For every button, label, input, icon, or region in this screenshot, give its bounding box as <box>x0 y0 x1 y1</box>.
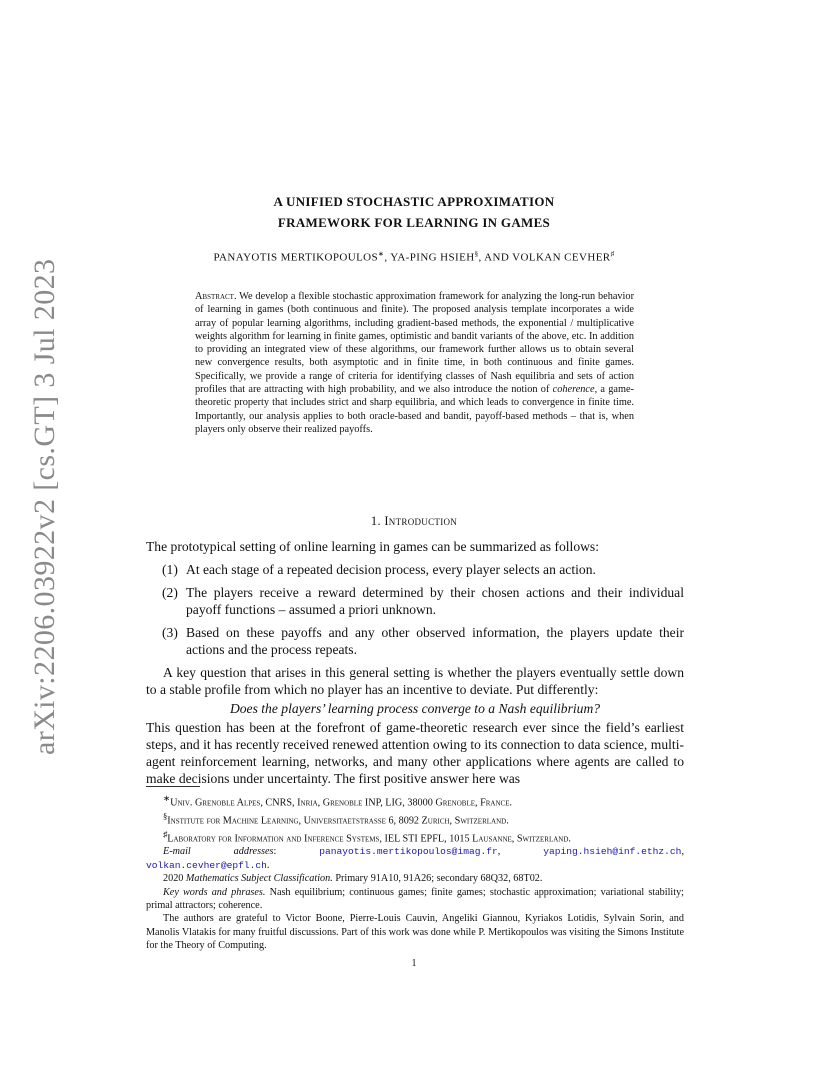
introduction-body <box>146 538 684 787</box>
research-question: Does the players’ learning process converge to a Nash equilibrium? <box>229 701 601 716</box>
list-item-text: Based on these payoffs and any other observed information, the players update their actions and the process repeats. <box>186 625 684 657</box>
affiliation-footnote <box>146 792 684 810</box>
affiliation-footnote <box>146 810 684 828</box>
keywords-footnote <box>146 886 684 913</box>
affiliation-mark: § <box>163 810 168 821</box>
acknowledgment-footnote: The authors are grateful to Victor Boone, Pierre-Louis Cauvin, Angeliki Giannou, Kyriakos Lotidis, Sylvain Sorin, and Manolis Vlatakis for many fruitful discussions. Part of this work was done while P. Mertikopoulos was visiting the Simons Institute for the Theory of Computing. <box>146 913 684 952</box>
msc-label: Mathematics Subject Classification. <box>185 873 333 885</box>
affiliation-mark: § <box>474 250 479 258</box>
title-line-1: A UNIFIED STOCHASTIC APPROXIMATION <box>273 194 555 209</box>
abstract-label: Abstract. <box>195 291 237 302</box>
section-title: Introduction <box>384 514 458 528</box>
abstract-emphasis: coherence <box>552 384 595 396</box>
list-item-text: The players receive a reward determined by their chosen actions and their individual payoff functions – assumed a priori unknown. <box>186 585 684 617</box>
author-name: YA-PING HSIEH <box>390 251 475 264</box>
abstract-text: We develop a flexible stochastic approximation framework for analyzing the long-run behavior of learning in games (both continuous and finite). The proposed analysis template incorporates a wide array of popular learning algorithms, including gradient-based methods, the exponential / multiplicative weights algorithm for learning in finite games, optimistic and bandit variants of the above, etc. In addition to providing an integrated view of these algorithms, our framework further allows us to obtain several new convergence results, both asymptotic and in finite time, in both continuous and finite games. Specifically, we provide a range of criteria for identifying classes of Nash equilibria and sets of action profiles that are attracting with high probability, and we also introduce the notion of <box>195 291 634 396</box>
affiliation-mark: ♯ <box>610 250 615 258</box>
email-link[interactable]: panayotis.mertikopoulos@imag.fr <box>319 846 498 858</box>
keywords-label: Key words and phrases. <box>163 886 266 898</box>
abstract-text: , a game-theoretic property that includes strict and sharp equilibria, and which leads to convergence in finite time. Importantly, our analysis applies to both oracle-based and bandit, payoff-based methods – that is, when players only observe their realized payoffs. <box>195 384 634 435</box>
footnotes <box>146 792 684 953</box>
title-line-2: FRAMEWORK FOR LEARNING IN GAMES <box>277 215 551 230</box>
affiliation-text: Institute for Machine Learning, Universitaetstrasse 6, 8092 Zurich, Switzerland. <box>167 815 509 827</box>
affiliation-text: Laboratory for Information and Inference Systems, IEL STI EPFL, 1015 Lausanne, Switzerland. <box>167 832 571 844</box>
author-name: PANAYOTIS MERTIKOPOULOS <box>213 251 379 264</box>
author-name: VOLKAN CEVHER <box>512 251 611 264</box>
author-separator: , AND <box>478 251 513 264</box>
affiliation-mark: ∗ <box>163 793 171 803</box>
author-list <box>0 250 828 264</box>
email-label: E-mail addresses <box>163 846 274 858</box>
list-item-text: At each stage of a repeated decision process, every player selects an action. <box>186 562 596 577</box>
intro-lead-paragraph: The prototypical setting of online learning in games can be summarized as follows: <box>146 539 600 554</box>
arxiv-identifier-stamp: arXiv:2206.03922v2 [cs.GT] 3 Jul 2023 <box>28 258 61 755</box>
list-item <box>146 624 684 658</box>
body-paragraph: A key question that arises in this general setting is whether the players eventually settle down to a stable profile from which no player has an incentive to deviate. Put differently: <box>146 665 684 697</box>
msc-year: 2020 <box>163 873 184 885</box>
page-number: 1 <box>411 958 417 969</box>
affiliation-mark: ♯ <box>163 828 168 839</box>
abstract <box>195 290 634 436</box>
list-number: (3) <box>162 625 178 640</box>
section-heading <box>0 514 828 529</box>
email-link[interactable]: volkan.cevher@epfl.ch <box>146 859 267 871</box>
msc-footnote <box>146 872 684 885</box>
email-link[interactable]: yaping.hsieh@inf.ethz.ch <box>543 846 682 858</box>
list-item <box>146 561 684 578</box>
author-separator: , <box>384 251 391 264</box>
email-footnote: E-mail addresses: panayotis.mertikopoulos@imag.fr, yaping.hsieh@inf.ethz.ch, volkan.cevher@epfl.ch. <box>146 846 684 871</box>
affiliation-mark: ∗ <box>378 250 385 258</box>
section-number: 1. <box>370 514 381 528</box>
footnote-rule <box>146 786 200 787</box>
list-number: (1) <box>162 562 178 577</box>
paper-title <box>0 191 828 233</box>
body-paragraph: This question has been at the forefront of game-theoretic research ever since the field’s earliest steps, and it has recently received renewed attention owing to its connection to data science, multi-agent reinforcement learning, networks, and many other applications where agents are called to make decisions under uncertainty. The first positive answer here was <box>146 720 684 786</box>
affiliation-text: Univ. Grenoble Alpes, CNRS, Inria, Grenoble INP, LIG, 38000 Grenoble, France. <box>170 797 513 809</box>
msc-text: Primary 91A10, 91A26; secondary 68Q32, 68T02. <box>335 873 543 885</box>
keywords-text: Nash equilibrium; continuous games; finite games; stochastic approximation; variational stability; primal attractors; coherence. <box>146 886 684 912</box>
numbered-list <box>146 561 684 658</box>
affiliation-footnote <box>146 828 684 846</box>
list-item <box>146 584 684 618</box>
list-number: (2) <box>162 585 178 600</box>
